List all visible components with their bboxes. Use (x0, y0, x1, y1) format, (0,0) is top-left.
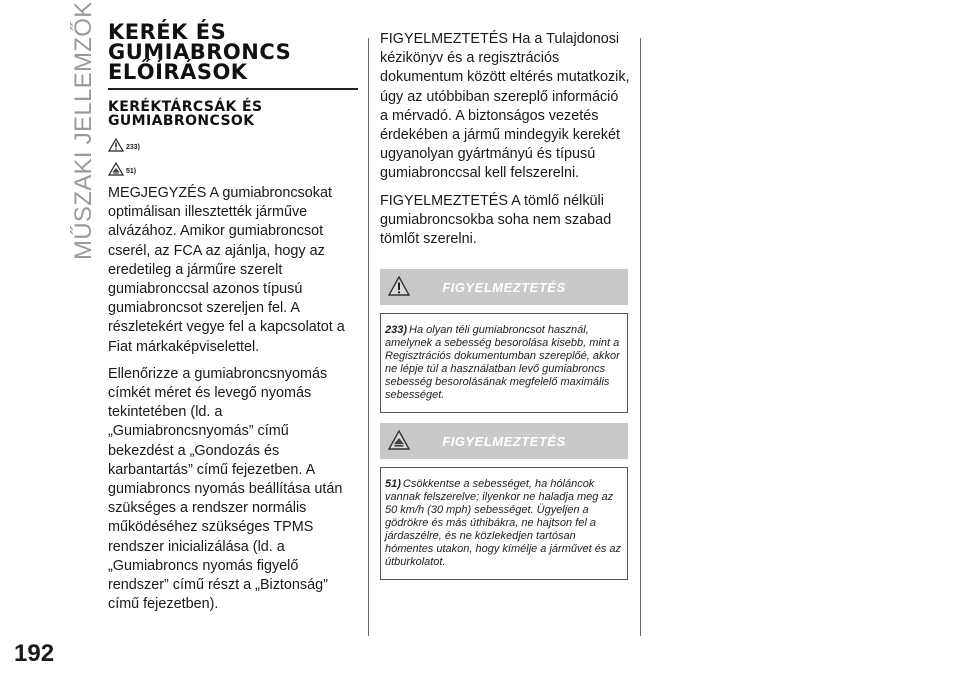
side-section-title (50, 1, 97, 270)
warning-reference (108, 136, 358, 152)
right-column (380, 30, 630, 580)
warning-number: 51) (385, 478, 401, 491)
subsection-heading: KERÉKTÁRCSÁK ÉS GUMIABRONCSOK (108, 99, 263, 129)
warning-number: 233) (385, 324, 408, 337)
caution-triangle-icon (108, 162, 124, 176)
warning-title: FIGYELMEZTETÉS (442, 279, 566, 295)
warning-text-box (380, 313, 628, 413)
column-divider-right (640, 38, 641, 636)
side-section-title-text: MŰSZAKI JELLEMZŐK (70, 1, 97, 260)
warning-text: Ha olyan téli gumiabroncsot használ, amelynek a sebesség besorolása kisebb, mint a Regisztrációs dokumentumban szereplőé, akkor ne lépje túl a használatban levő gumiabroncs sebesség besorolásának megfelelő maximális sebességet. (385, 324, 620, 402)
page-number: 192 (14, 640, 55, 667)
left-column (108, 22, 358, 614)
caution-triangle-icon (388, 429, 410, 451)
warning-header (380, 269, 628, 305)
warning-block-233 (380, 269, 628, 413)
warning-text: Csökkentse a sebességet, ha hóláncok vannak felszerelve; ilyenkor ne haladja meg az 50 km/h (30 mph) sebességet. Ügyeljen a gödrökre és más úthibákra, ne hajtson fel a járdaszélre, és ne közlekedjen tartósan hómentes utakon, hogy kímélje a járművet és az útburkolatot. (385, 478, 622, 569)
warning-title: FIGYELMEZTETÉS (442, 433, 566, 449)
caution-reference-number: 51) (126, 168, 137, 175)
warning-triangle-icon (108, 138, 124, 152)
warning-triangle-icon (388, 275, 410, 297)
section-heading: KERÉK ÉS GUMIABRONCS ELŐÍRÁSOK (108, 22, 358, 90)
paragraph-warning-registration: FIGYELMEZTETÉS Ha a Tulajdonosi kézikönyv és a regisztrációs dokumentum között eltérés mutatkozik, úgy az utóbbiban szereplő információ a mérvadó. A biztonságos vezetés érdekében a jármű mindegyik kerekét ugyanolyan gyártmányú és típusú gumiabronccsal kell felszerelni. (380, 31, 630, 182)
caution-reference (108, 160, 358, 176)
column-divider (368, 38, 369, 636)
paragraph-note: MEGJEGYZÉS A gumiabroncsokat optimálisan illesztették járműve alvázához. Amikor gumiabroncsot cserél, az FCA az ajánlja, hogy az eredetileg a járműre szerelt gumiabronccsal azonos típusú gumiabroncsot szereljen fel. A részletekért vegye fel a kapcsolatot a Fiat márkaképviselettel. (108, 185, 345, 355)
warning-text-box (380, 467, 628, 580)
warning-reference-number: 233) (126, 144, 141, 151)
warning-block-51 (380, 423, 628, 580)
paragraph-warning-tube: FIGYELMEZTETÉS A tömlő nélküli gumiabroncsokba soha nem szabad tömlőt szerelni. (380, 192, 612, 248)
paragraph-pressure: Ellenőrizze a gumiabroncsnyomás címkét méret és levegő nyomás tekintetében (ld. a „Gumiabroncsnyomás” című bekezdést a „Gondozás és karbantartás” című fejezetben. A gumiabroncs nyomás beállítása után szükséges a rendszer normális működéséhez szükséges TPMS rendszer inicializálása (ld. a „Gumiabroncs nyomás figyelő rendszer” című részt a „Biztonság” című fejezetben). (108, 365, 343, 613)
warning-header (380, 423, 628, 459)
